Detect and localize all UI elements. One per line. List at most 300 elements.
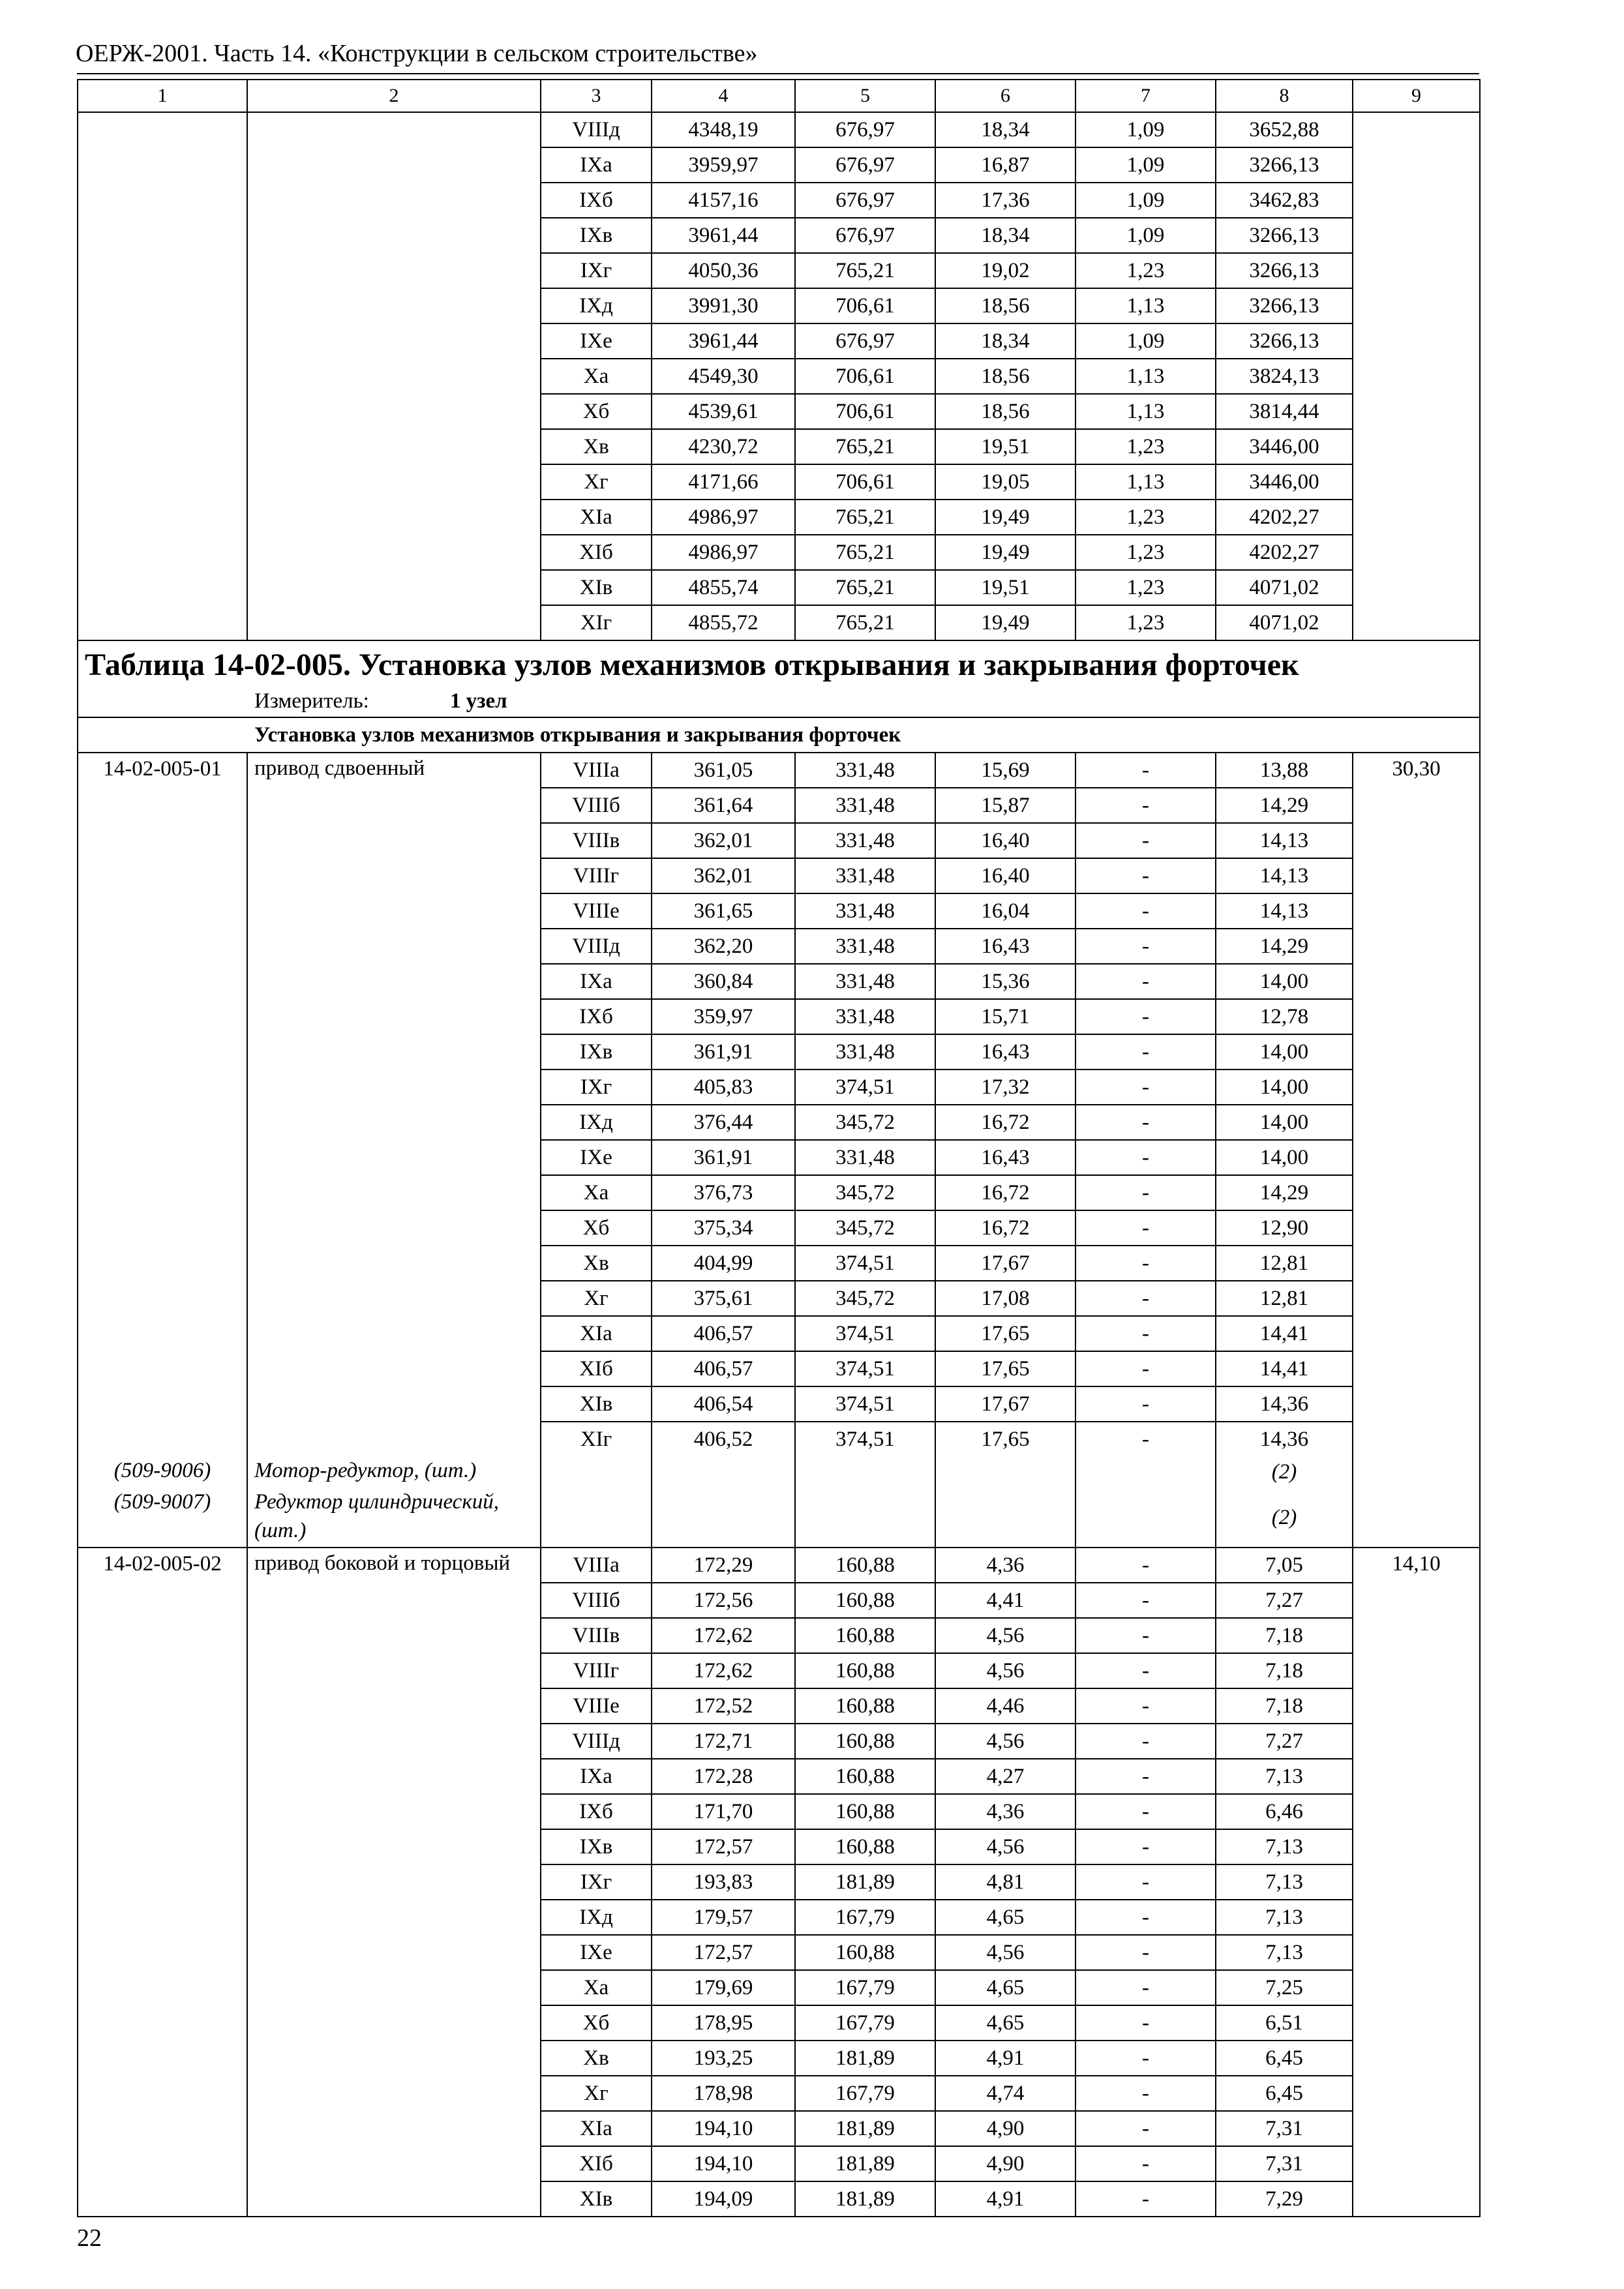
zone-cell: VIIIб	[541, 788, 652, 823]
column-number: 6	[935, 80, 1075, 112]
value-cell: 7,31	[1216, 2146, 1353, 2181]
table-title: Таблица 14-02-005. Установка узлов механизмов открывания и закрывания форточек	[78, 640, 1480, 685]
value-cell: -	[1075, 1281, 1216, 1316]
zone-cell: IXа	[541, 147, 652, 183]
value-cell: -	[1075, 1070, 1216, 1105]
value-cell: 375,34	[652, 1210, 795, 1246]
value-cell: 4071,02	[1216, 605, 1353, 640]
value-cell: 4230,72	[652, 429, 795, 464]
value-cell: 331,48	[795, 1034, 935, 1070]
value-cell: 1,23	[1075, 429, 1216, 464]
value-cell: 12,81	[1216, 1281, 1353, 1316]
value-cell: 167,79	[795, 2005, 935, 2041]
value-cell: 193,83	[652, 1864, 795, 1900]
value-cell: 4855,72	[652, 605, 795, 640]
value-cell: 181,89	[795, 2181, 935, 2217]
value-cell: -	[1075, 2111, 1216, 2146]
zone-cell: Xб	[541, 1210, 652, 1246]
value-cell: 361,91	[652, 1140, 795, 1175]
value-cell: 331,48	[795, 1140, 935, 1175]
value-cell: -	[1075, 1724, 1216, 1759]
section-title: Установка узлов механизмов открывания и закрывания форточек	[78, 717, 1480, 753]
value-cell: 331,48	[795, 788, 935, 823]
zone-cell: XIв	[541, 1386, 652, 1422]
value-cell: 193,25	[652, 2041, 795, 2076]
value-cell: 7,27	[1216, 1724, 1353, 1759]
value-cell: 181,89	[795, 2111, 935, 2146]
value-cell: 4,65	[935, 1970, 1075, 2005]
zone-cell: IXд	[541, 1900, 652, 1935]
item-name: привод боковой и торцовый	[247, 1548, 541, 2217]
value-cell: 14,41	[1216, 1316, 1353, 1351]
value-cell: 160,88	[795, 1688, 935, 1724]
value-cell: 172,52	[652, 1688, 795, 1724]
meter-label: Измеритель:	[254, 689, 369, 713]
value-cell: 706,61	[795, 394, 935, 429]
value-cell: 374,51	[795, 1351, 935, 1386]
value-cell: 172,62	[652, 1653, 795, 1688]
column-number-row	[78, 80, 1480, 112]
value-cell: -	[1075, 823, 1216, 858]
value-cell: 4,81	[935, 1864, 1075, 1900]
zone-cell: VIIIв	[541, 823, 652, 858]
value-cell: 194,09	[652, 2181, 795, 2217]
value-cell: 4,36	[935, 1794, 1075, 1829]
value-cell: 179,69	[652, 1970, 795, 2005]
value-cell: 7,13	[1216, 1759, 1353, 1794]
value-cell: 374,51	[795, 1386, 935, 1422]
value-cell: 345,72	[795, 1175, 935, 1210]
value-cell: 676,97	[795, 323, 935, 359]
value-cell: 12,78	[1216, 999, 1353, 1034]
value-cell: 19,49	[935, 500, 1075, 535]
value-cell: -	[1075, 893, 1216, 929]
zone-cell: IXе	[541, 1140, 652, 1175]
value-cell: 15,36	[935, 964, 1075, 999]
value-cell: 15,69	[935, 753, 1075, 788]
zone-cell: XIв	[541, 570, 652, 605]
empty-cell	[795, 1456, 935, 1488]
value-cell: 4,56	[935, 1618, 1075, 1653]
value-cell: 7,27	[1216, 1583, 1353, 1618]
value-cell: 4071,02	[1216, 570, 1353, 605]
value-cell: 361,05	[652, 753, 795, 788]
zone-cell: IXв	[541, 218, 652, 253]
material-name: Мотор-редуктор, (шт.)	[247, 1456, 541, 1488]
value-cell: 345,72	[795, 1210, 935, 1246]
value-cell: 345,72	[795, 1281, 935, 1316]
value-cell: 172,56	[652, 1583, 795, 1618]
value-cell: 16,43	[935, 1140, 1075, 1175]
value-cell: 4,27	[935, 1759, 1075, 1794]
value-cell: -	[1075, 1316, 1216, 1351]
table-title-row	[78, 640, 1480, 685]
value-cell: 17,67	[935, 1386, 1075, 1422]
value-cell: -	[1075, 1105, 1216, 1140]
zone-cell: Xв	[541, 429, 652, 464]
value-cell: 765,21	[795, 429, 935, 464]
value-cell: 7,18	[1216, 1688, 1353, 1724]
description-cell	[247, 112, 541, 640]
value-cell: 7,13	[1216, 1864, 1353, 1900]
zone-cell: Xг	[541, 1281, 652, 1316]
value-cell: 16,72	[935, 1210, 1075, 1246]
value-cell: -	[1075, 788, 1216, 823]
value-cell: 14,13	[1216, 823, 1353, 858]
value-cell: 14,00	[1216, 1105, 1353, 1140]
value-cell: -	[1075, 1386, 1216, 1422]
value-cell: 404,99	[652, 1246, 795, 1281]
value-cell: 4,41	[935, 1583, 1075, 1618]
value-cell: -	[1075, 964, 1216, 999]
header-rule	[77, 73, 1479, 74]
value-cell: 362,01	[652, 858, 795, 893]
value-cell: -	[1075, 1422, 1216, 1456]
value-cell: -	[1075, 1935, 1216, 1970]
value-cell: 1,23	[1075, 605, 1216, 640]
empty-cell	[541, 1456, 652, 1488]
value-cell: 179,57	[652, 1900, 795, 1935]
zone-cell: VIIIа	[541, 753, 652, 788]
value-cell: 3446,00	[1216, 464, 1353, 500]
value-cell: 16,87	[935, 147, 1075, 183]
value-cell: 3961,44	[652, 218, 795, 253]
value-cell: 374,51	[795, 1246, 935, 1281]
value-cell: 4549,30	[652, 359, 795, 394]
value-cell: 12,81	[1216, 1246, 1353, 1281]
value-cell: 16,43	[935, 929, 1075, 964]
column-number: 4	[652, 80, 795, 112]
zone-cell: IXе	[541, 323, 652, 359]
value-cell: 4202,27	[1216, 500, 1353, 535]
zone-cell: XIв	[541, 2181, 652, 2217]
value-cell: 14,41	[1216, 1351, 1353, 1386]
value-cell: 194,10	[652, 2146, 795, 2181]
value-cell: 374,51	[795, 1316, 935, 1351]
value-cell: 160,88	[795, 1548, 935, 1583]
column-number: 2	[247, 80, 541, 112]
value-cell: 160,88	[795, 1653, 935, 1688]
value-cell: 4855,74	[652, 570, 795, 605]
value-cell: 18,56	[935, 394, 1075, 429]
zone-cell: VIIIб	[541, 1583, 652, 1618]
value-cell: 765,21	[795, 253, 935, 288]
value-cell: 16,72	[935, 1105, 1075, 1140]
value-cell: 331,48	[795, 753, 935, 788]
value-cell: 374,51	[795, 1422, 935, 1456]
value-cell: -	[1075, 1351, 1216, 1386]
value-cell: -	[1075, 2005, 1216, 2041]
value-cell: 4,46	[935, 1688, 1075, 1724]
zone-cell: IXе	[541, 1935, 652, 1970]
value-cell: -	[1075, 858, 1216, 893]
value-cell: -	[1075, 1140, 1216, 1175]
value-cell: 4,56	[935, 1724, 1075, 1759]
value-cell: 4,36	[935, 1548, 1075, 1583]
item-total: 14,10	[1353, 1548, 1480, 2217]
zone-cell: IXд	[541, 1105, 652, 1140]
zone-cell: Xа	[541, 1970, 652, 2005]
value-cell: 3961,44	[652, 323, 795, 359]
column-number: 9	[1353, 80, 1480, 112]
value-cell: 676,97	[795, 147, 935, 183]
value-cell: 360,84	[652, 964, 795, 999]
value-cell: 4539,61	[652, 394, 795, 429]
zone-cell: VIIIг	[541, 1653, 652, 1688]
value-cell: 1,09	[1075, 147, 1216, 183]
value-cell: 706,61	[795, 288, 935, 323]
value-cell: 359,97	[652, 999, 795, 1034]
zone-cell: IXа	[541, 964, 652, 999]
zone-cell: Xа	[541, 359, 652, 394]
zone-cell: IXд	[541, 288, 652, 323]
value-cell: 167,79	[795, 1970, 935, 2005]
value-cell: 1,13	[1075, 394, 1216, 429]
value-cell: 361,65	[652, 893, 795, 929]
value-cell: 361,91	[652, 1034, 795, 1070]
empty-cell	[935, 1488, 1075, 1548]
value-cell: 178,98	[652, 2076, 795, 2111]
value-cell: 14,13	[1216, 893, 1353, 929]
value-cell: 1,23	[1075, 535, 1216, 570]
value-cell: 3266,13	[1216, 323, 1353, 359]
value-cell: 18,34	[935, 323, 1075, 359]
zone-cell: IXв	[541, 1034, 652, 1070]
zone-cell: IXб	[541, 999, 652, 1034]
value-cell: -	[1075, 1794, 1216, 1829]
zone-cell: VIIIд	[541, 929, 652, 964]
value-cell: 4986,97	[652, 535, 795, 570]
value-cell: 4,91	[935, 2181, 1075, 2217]
value-cell: 1,13	[1075, 359, 1216, 394]
value-cell: 406,57	[652, 1316, 795, 1351]
material-qty: (2)	[1216, 1456, 1353, 1488]
value-cell: 4,91	[935, 2041, 1075, 2076]
value-cell: 3959,97	[652, 147, 795, 183]
zone-cell: IXб	[541, 1794, 652, 1829]
value-cell: 172,62	[652, 1618, 795, 1653]
value-cell: 1,09	[1075, 218, 1216, 253]
value-cell: 18,56	[935, 359, 1075, 394]
value-cell: -	[1075, 1583, 1216, 1618]
value-cell: 361,64	[652, 788, 795, 823]
value-cell: 1,13	[1075, 464, 1216, 500]
value-cell: 171,70	[652, 1794, 795, 1829]
value-cell: 6,51	[1216, 2005, 1353, 2041]
value-cell: 331,48	[795, 929, 935, 964]
value-cell: 331,48	[795, 893, 935, 929]
meter-row	[78, 685, 1480, 717]
value-cell: 14,00	[1216, 964, 1353, 999]
value-cell: 172,57	[652, 1935, 795, 1970]
value-cell: 3266,13	[1216, 253, 1353, 288]
zone-cell: XIг	[541, 1422, 652, 1456]
zone-cell: Xб	[541, 394, 652, 429]
zone-cell: Xб	[541, 2005, 652, 2041]
value-cell: 7,13	[1216, 1900, 1353, 1935]
value-cell: 4050,36	[652, 253, 795, 288]
value-cell: 14,29	[1216, 788, 1353, 823]
table-row	[78, 1548, 1480, 1583]
value-cell: 7,18	[1216, 1618, 1353, 1653]
value-cell: 3446,00	[1216, 429, 1353, 464]
empty-cell	[935, 1456, 1075, 1488]
material-row	[78, 1456, 1480, 1488]
value-cell: 181,89	[795, 2041, 935, 2076]
value-cell: 3462,83	[1216, 183, 1353, 218]
column-number: 5	[795, 80, 935, 112]
value-cell: 17,65	[935, 1422, 1075, 1456]
value-cell: 331,48	[795, 858, 935, 893]
empty-cell	[652, 1456, 795, 1488]
zone-cell: XIг	[541, 605, 652, 640]
zone-cell: XIа	[541, 500, 652, 535]
value-cell: -	[1075, 753, 1216, 788]
value-cell: 4171,66	[652, 464, 795, 500]
value-cell: 14,29	[1216, 1175, 1353, 1210]
value-cell: 167,79	[795, 1900, 935, 1935]
value-cell: 12,90	[1216, 1210, 1353, 1246]
value-cell: 16,04	[935, 893, 1075, 929]
value-cell: 160,88	[795, 1794, 935, 1829]
value-cell: 17,08	[935, 1281, 1075, 1316]
material-code: (509-9006)	[78, 1456, 247, 1488]
value-cell: 765,21	[795, 500, 935, 535]
value-cell: 14,29	[1216, 929, 1353, 964]
value-cell: 16,72	[935, 1175, 1075, 1210]
value-cell: 16,43	[935, 1034, 1075, 1070]
value-cell: 178,95	[652, 2005, 795, 2041]
empty-cell	[1353, 1488, 1480, 1548]
value-cell: 16,40	[935, 858, 1075, 893]
value-cell: -	[1075, 1618, 1216, 1653]
value-cell: 1,09	[1075, 323, 1216, 359]
value-cell: 19,51	[935, 429, 1075, 464]
zone-cell: IXа	[541, 1759, 652, 1794]
value-cell: 17,65	[935, 1351, 1075, 1386]
value-cell: 4,56	[935, 1829, 1075, 1864]
item-total: 30,30	[1353, 753, 1480, 1456]
value-cell: 19,05	[935, 464, 1075, 500]
value-cell: -	[1075, 1688, 1216, 1724]
zone-cell: VIIIа	[541, 1548, 652, 1583]
value-cell: 4,74	[935, 2076, 1075, 2111]
value-cell: 172,28	[652, 1759, 795, 1794]
value-cell: -	[1075, 1970, 1216, 2005]
value-cell: 17,65	[935, 1316, 1075, 1351]
zone-cell: Xг	[541, 464, 652, 500]
total-cell	[1353, 112, 1480, 640]
empty-cell	[795, 1488, 935, 1548]
value-cell: 18,34	[935, 218, 1075, 253]
value-cell: 14,36	[1216, 1422, 1353, 1456]
meter-cell	[78, 685, 1480, 717]
value-cell: 172,29	[652, 1548, 795, 1583]
value-cell: 19,49	[935, 605, 1075, 640]
value-cell: 676,97	[795, 218, 935, 253]
column-number: 8	[1216, 80, 1353, 112]
value-cell: 765,21	[795, 570, 935, 605]
value-cell: 160,88	[795, 1724, 935, 1759]
table-row	[78, 753, 1480, 788]
value-cell: 4,56	[935, 1935, 1075, 1970]
value-cell: -	[1075, 1210, 1216, 1246]
value-cell: -	[1075, 2181, 1216, 2217]
value-cell: 345,72	[795, 1105, 935, 1140]
value-cell: 362,01	[652, 823, 795, 858]
value-cell: 4986,97	[652, 500, 795, 535]
value-cell: -	[1075, 1246, 1216, 1281]
zone-cell: XIб	[541, 1351, 652, 1386]
value-cell: -	[1075, 1653, 1216, 1688]
value-cell: 765,21	[795, 605, 935, 640]
value-cell: 7,25	[1216, 1970, 1353, 2005]
value-cell: 15,87	[935, 788, 1075, 823]
value-cell: 676,97	[795, 112, 935, 147]
section-title-row	[78, 717, 1480, 753]
value-cell: 167,79	[795, 2076, 935, 2111]
value-cell: 1,23	[1075, 253, 1216, 288]
value-cell: 194,10	[652, 2111, 795, 2146]
value-cell: 706,61	[795, 359, 935, 394]
zone-cell: Xв	[541, 1246, 652, 1281]
page-number: 22	[77, 2224, 102, 2252]
value-cell: 4202,27	[1216, 535, 1353, 570]
value-cell: -	[1075, 1034, 1216, 1070]
value-cell: 160,88	[795, 1935, 935, 1970]
value-cell: 160,88	[795, 1829, 935, 1864]
value-cell: 19,02	[935, 253, 1075, 288]
value-cell: 1,23	[1075, 500, 1216, 535]
zone-cell: XIб	[541, 535, 652, 570]
value-cell: 7,13	[1216, 1935, 1353, 1970]
value-cell: 19,51	[935, 570, 1075, 605]
value-cell: -	[1075, 999, 1216, 1034]
rates-table	[77, 79, 1481, 2217]
value-cell: 3991,30	[652, 288, 795, 323]
material-qty: (2)	[1216, 1488, 1353, 1548]
value-cell: -	[1075, 2146, 1216, 2181]
value-cell: -	[1075, 1759, 1216, 1794]
value-cell: 6,46	[1216, 1794, 1353, 1829]
value-cell: 18,34	[935, 112, 1075, 147]
value-cell: 172,71	[652, 1724, 795, 1759]
table-row	[78, 112, 1480, 147]
zone-cell: IXг	[541, 253, 652, 288]
value-cell: 376,44	[652, 1105, 795, 1140]
empty-cell	[541, 1488, 652, 1548]
zone-cell: XIа	[541, 1316, 652, 1351]
value-cell: -	[1075, 1900, 1216, 1935]
value-cell: 4157,16	[652, 183, 795, 218]
value-cell: 3652,88	[1216, 112, 1353, 147]
zone-cell: VIIIв	[541, 1618, 652, 1653]
value-cell: 160,88	[795, 1583, 935, 1618]
value-cell: 3266,13	[1216, 218, 1353, 253]
material-code: (509-9007)	[78, 1488, 247, 1548]
value-cell: 7,29	[1216, 2181, 1353, 2217]
value-cell: -	[1075, 1864, 1216, 1900]
value-cell: 4,65	[935, 2005, 1075, 2041]
value-cell: 14,36	[1216, 1386, 1353, 1422]
value-cell: 181,89	[795, 2146, 935, 2181]
value-cell: 13,88	[1216, 753, 1353, 788]
zone-cell: VIIIе	[541, 893, 652, 929]
value-cell: 331,48	[795, 964, 935, 999]
value-cell: 3814,44	[1216, 394, 1353, 429]
zone-cell: Xа	[541, 1175, 652, 1210]
value-cell: 18,56	[935, 288, 1075, 323]
